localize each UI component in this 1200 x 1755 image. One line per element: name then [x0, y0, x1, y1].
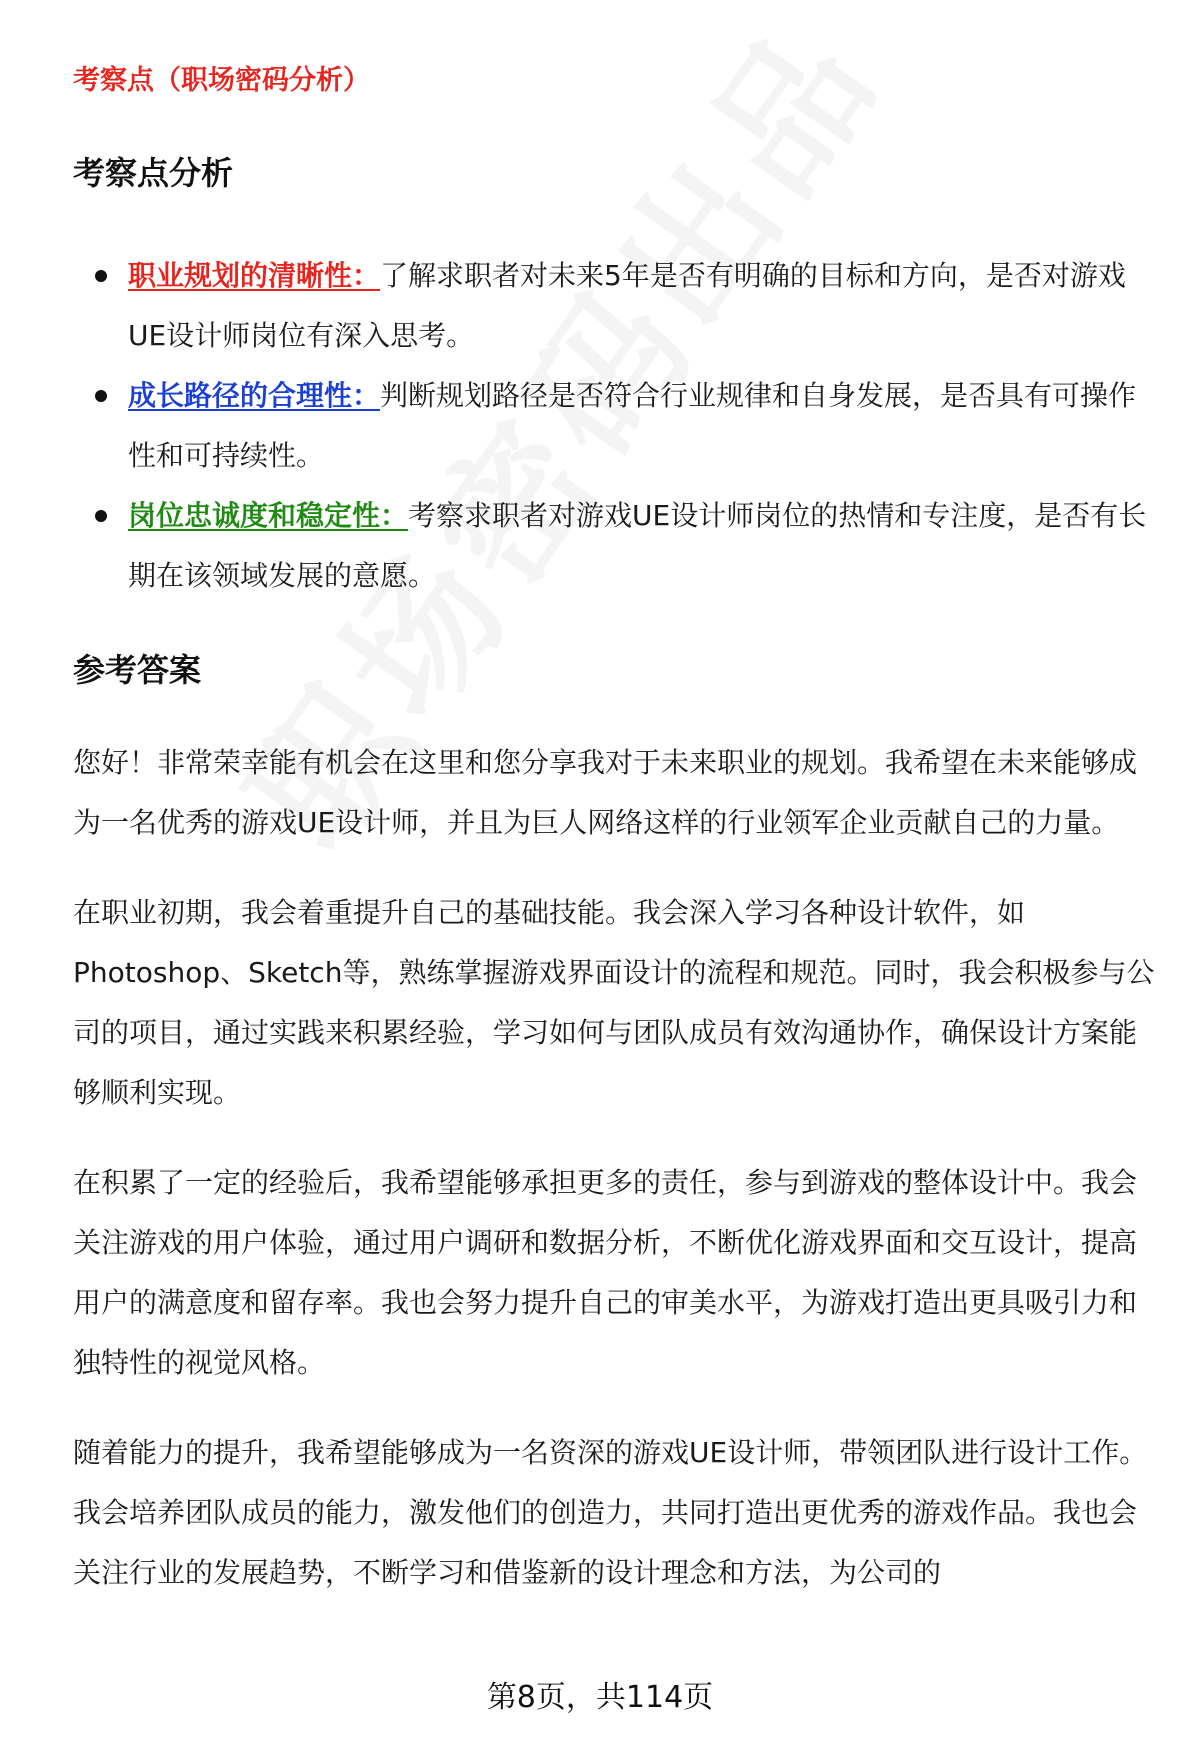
answer-paragraph: 在积累了一定的经验后，我希望能够承担更多的责任，参与到游戏的整体设计中。我会关注游戏的用户体验，通过用户调研和数据分析，不断优化游戏界面和交互设计，提高用户的满意度和留存率。我也会努力提升自己的审美水平，为游戏打造出更具吸引力和独特性的视觉风格。 [73, 1166, 1138, 1379]
analysis-item [73, 486, 1153, 606]
answer-paragraph: 随着能力的提升，我希望能够成为一名资深的游戏UE设计师，带领团队进行设计工作。我会培养团队成员的能力，激发他们的创造力，共同打造出更优秀的游戏作品。我也会关注行业的发展趋势，不断学习和借鉴新的设计理念和方法，为公司的 [73, 1436, 1148, 1589]
analysis-text: 了解求职者对未来5年是否有明确的目标和方向，是否对游戏UE设计师岗位有深入思考。 [128, 259, 1126, 352]
answer-body [73, 733, 1163, 1633]
analysis-text: 判断规划路径是否符合行业规律和自身发展，是否具有可操作性和可持续性。 [128, 379, 1137, 472]
bullet-icon [95, 270, 107, 282]
analysis-keyword: 成长路径的合理性： [128, 379, 381, 412]
answer-heading: 参考答案 [73, 651, 202, 689]
bullet-icon [95, 510, 107, 522]
analysis-heading: 考察点分析 [73, 154, 234, 192]
page-title: 考察点（职场密码分析） [73, 65, 370, 96]
analysis-list [73, 246, 1153, 606]
analysis-item [73, 366, 1153, 486]
answer-paragraph: 在职业初期，我会着重提升自己的基础技能。我会深入学习各种设计软件，如Photoshop、Sketch等，熟练掌握游戏界面设计的流程和规范。同时，我会积极参与公司的项目，通过实践来积累经验，学习如何与团队成员有效沟通协作，确保设计方案能够顺利实现。 [73, 896, 1155, 1109]
analysis-keyword: 职业规划的清晰性： [128, 259, 381, 292]
answer-paragraph: 您好！非常荣幸能有机会在这里和您分享我对于未来职业的规划。我希望在未来能够成为一名优秀的游戏UE设计师，并且为巨人网络这样的行业领军企业贡献自己的力量。 [73, 746, 1138, 839]
analysis-item [73, 246, 1153, 366]
analysis-keyword: 岗位忠诚度和稳定性： [128, 499, 409, 532]
page-number: 第8页，共114页 [486, 1680, 714, 1715]
bullet-icon [95, 390, 107, 402]
analysis-text: 考察求职者对游戏UE设计师岗位的热情和专注度，是否有长期在该领域发展的意愿。 [128, 499, 1147, 592]
